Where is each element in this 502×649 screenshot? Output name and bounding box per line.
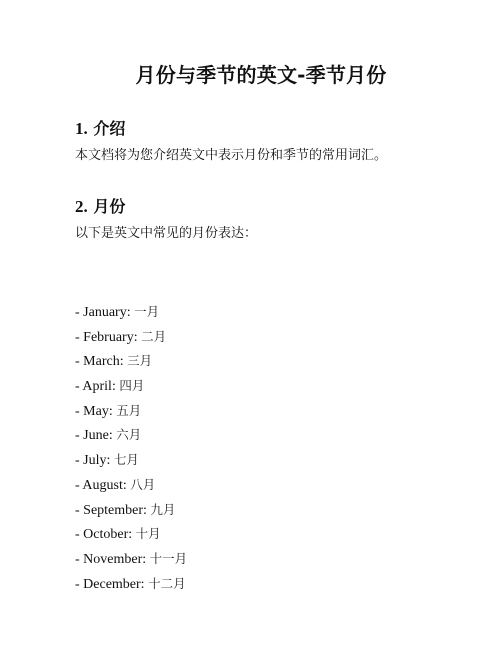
- month-english: - April:: [75, 379, 116, 395]
- section-heading-intro: [75, 118, 125, 140]
- section-heading-months: [75, 196, 125, 218]
- month-english: - June:: [75, 428, 113, 444]
- section-heading-text: 介绍: [93, 119, 126, 138]
- month-list: [75, 302, 187, 598]
- month-chinese: 六月: [116, 427, 142, 443]
- month-english: - December:: [75, 576, 145, 592]
- list-item: [75, 450, 187, 475]
- section-heading-text: 月份: [93, 197, 126, 216]
- list-item: [75, 524, 187, 549]
- month-chinese: 十月: [135, 526, 161, 542]
- intro-paragraph-text: 本文档将为您介绍英文中表示月份和季节的常用词汇。: [75, 148, 388, 163]
- list-item: [75, 549, 187, 574]
- month-chinese: 十二月: [148, 575, 186, 591]
- month-chinese: 八月: [130, 476, 156, 492]
- list-item: [75, 351, 187, 376]
- month-chinese: 五月: [116, 402, 142, 418]
- month-chinese: 四月: [119, 378, 145, 394]
- month-english: - October:: [75, 527, 133, 543]
- month-chinese: 三月: [127, 353, 153, 369]
- month-chinese: 一月: [134, 304, 160, 319]
- months-intro-text: 以下是英文中常见的月份表达：: [75, 226, 258, 241]
- month-english: - September:: [75, 502, 147, 518]
- list-item: [75, 425, 187, 450]
- list-item: [75, 327, 187, 352]
- section-number: 2.: [75, 197, 88, 216]
- month-chinese: 十一月: [149, 550, 188, 566]
- months-intro-paragraph: [75, 224, 257, 244]
- document-title: 月份与季节的英文-季节月份: [135, 63, 387, 87]
- intro-paragraph: [75, 146, 387, 166]
- month-english: - May:: [75, 403, 113, 419]
- month-english: - February:: [75, 329, 138, 345]
- month-english: - March:: [75, 354, 124, 370]
- list-item: [75, 500, 187, 525]
- month-chinese: 二月: [141, 328, 167, 344]
- month-english: - November:: [75, 551, 147, 567]
- list-item: [75, 401, 187, 426]
- list-item: [75, 302, 187, 327]
- month-english: - January:: [75, 305, 131, 320]
- month-chinese: 七月: [113, 452, 139, 468]
- list-item: [75, 574, 187, 599]
- month-english: - July:: [75, 453, 111, 469]
- month-chinese: 九月: [150, 501, 176, 517]
- month-english: - August:: [75, 477, 127, 493]
- list-item: [75, 475, 187, 500]
- list-item: [75, 376, 187, 401]
- section-number: 1.: [75, 119, 88, 138]
